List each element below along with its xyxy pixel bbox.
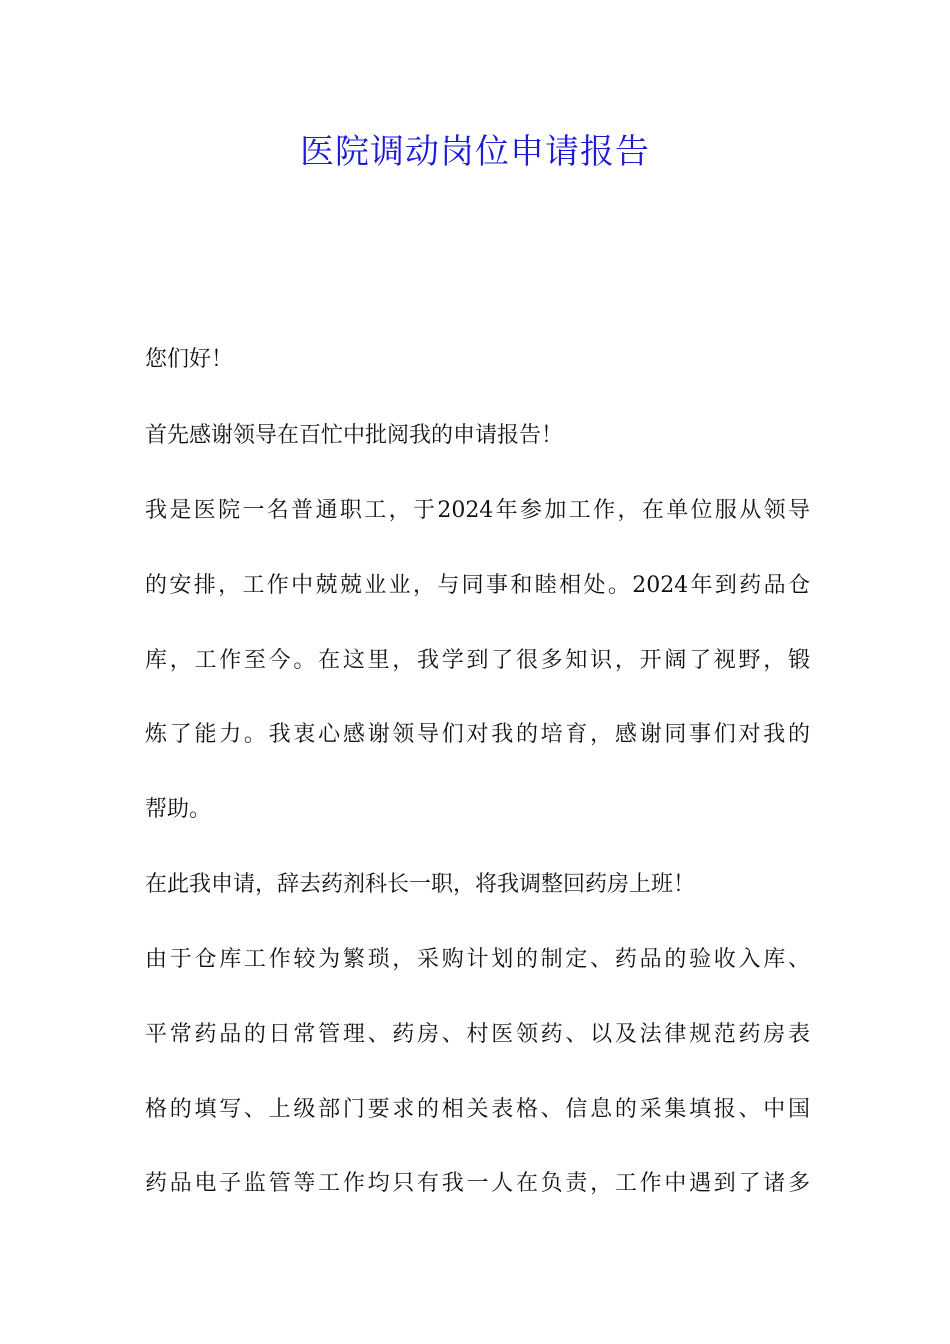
body-line: 药品电子监管等工作均只有我一人在负责，工作中遇到了诸多: [145, 1171, 810, 1196]
body-line: 格的填写、上级部门要求的相关表格、信息的采集填报、中国: [145, 1097, 810, 1122]
body-line: 平常药品的日常管理、药房、村医领药、以及法律规范药房表: [145, 1022, 810, 1047]
body-line: 炼了能力。我衷心感谢领导们对我的培育，感谢同事们对我的: [145, 722, 810, 747]
body-line: 在此我申请，辞去药剂科长一职，将我调整回药房上班！: [145, 872, 696, 897]
greeting-line: 您们好！: [145, 347, 234, 372]
body-line: 由于仓库工作较为繁琐，采购计划的制定、药品的验收入库、: [145, 947, 810, 972]
body-line: 的安排，工作中兢兢业业，与同事和睦相处。2024年到药品仓: [145, 573, 810, 598]
body-line: 帮助。: [145, 797, 212, 822]
body-line: 库，工作至今。在这里，我学到了很多知识，开阔了视野，锻: [145, 648, 810, 673]
document-title: 医院调动岗位申请报告: [300, 132, 650, 172]
body-line: 我是医院一名普通职工，于2024年参加工作，在单位服从领导: [145, 498, 810, 523]
body-line: 首先感谢领导在百忙中批阅我的申请报告！: [145, 423, 564, 448]
